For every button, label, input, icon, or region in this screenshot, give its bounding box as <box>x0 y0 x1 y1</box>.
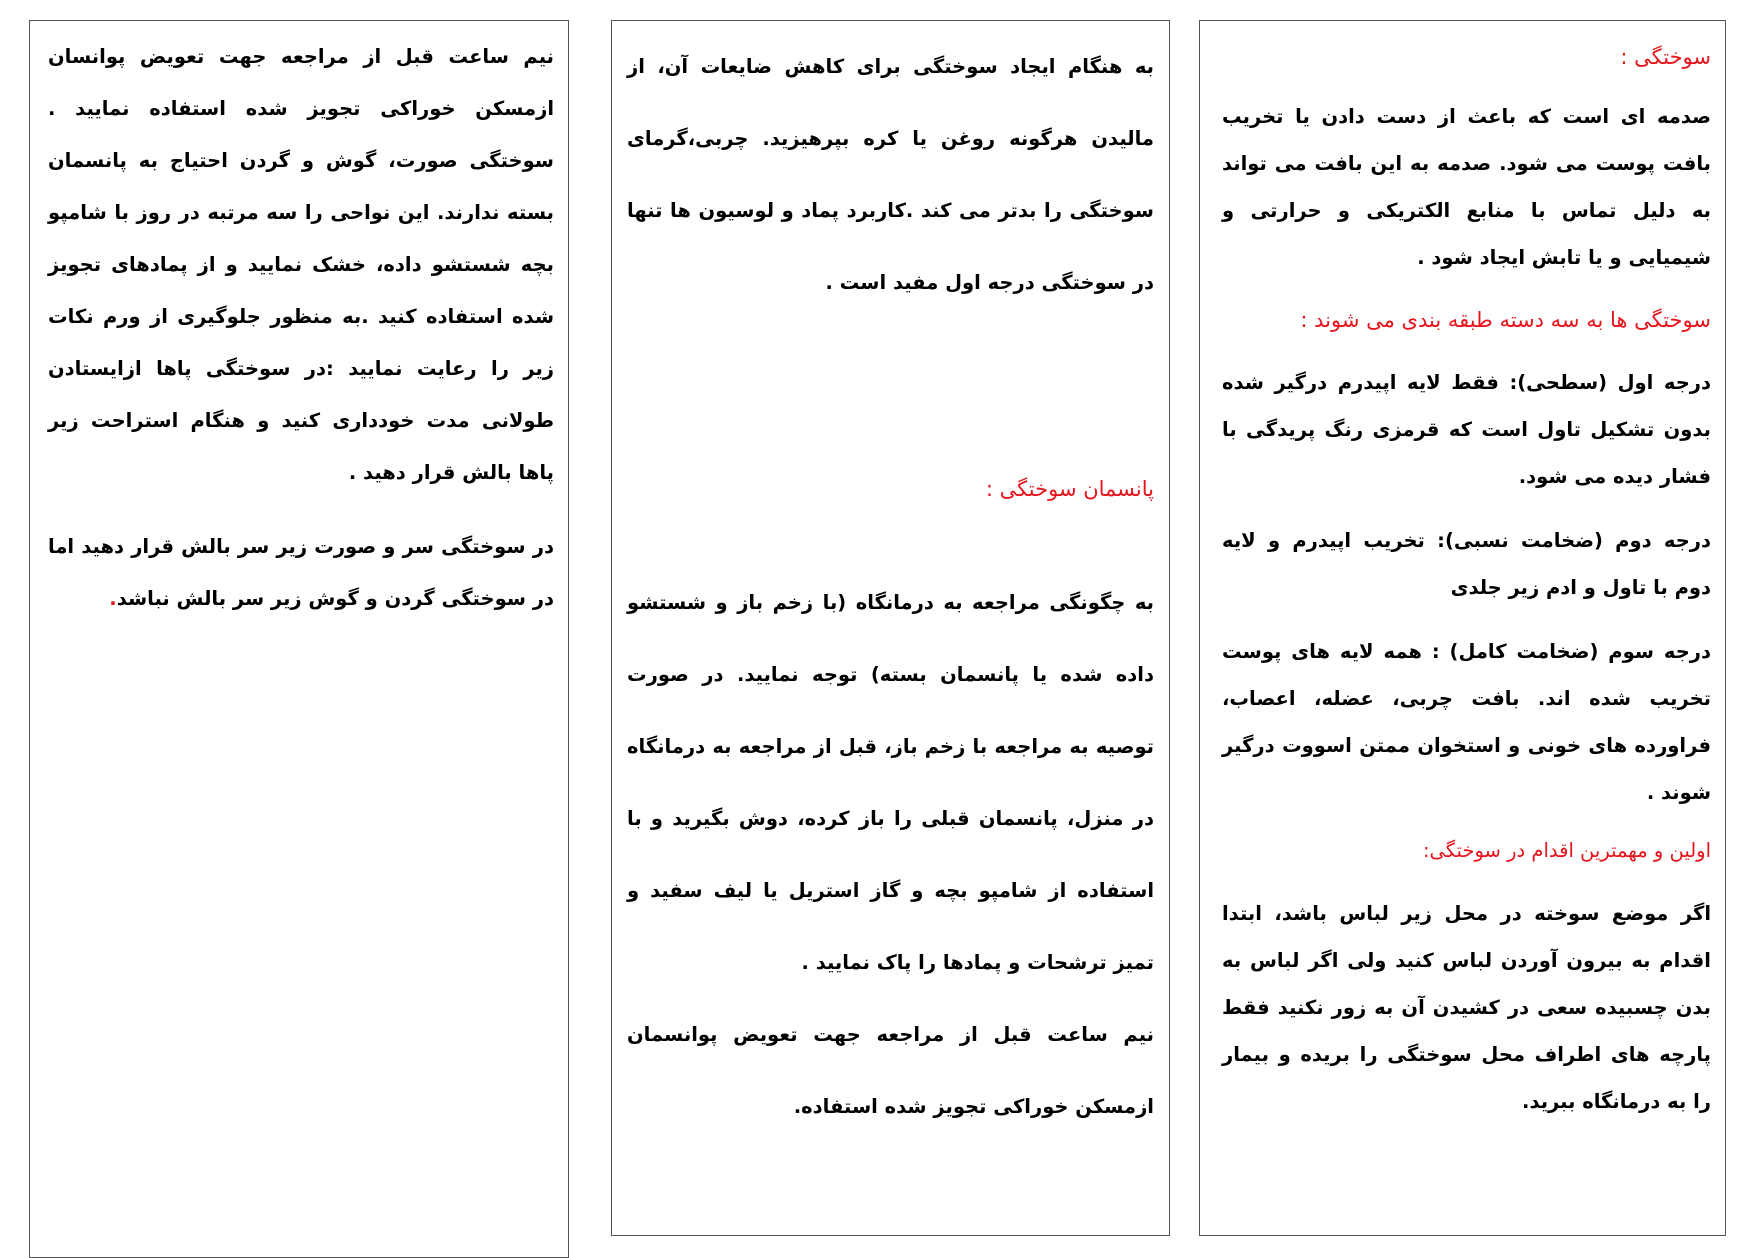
painkiller-text: نیم ساعت قبل از مراجعه جهت تعویض پوانسمان ازمسکن خوراکی تجویز شده استفاده. <box>627 1023 1154 1118</box>
heading-dressing: پانسمان سوختگی : <box>985 477 1154 501</box>
panel-right <box>1199 20 1726 1236</box>
first-action-text: اگر موضع سوخته در محل زیر لباس باشد، ابتدا اقدام به بیرون آوردن لباس کنید ولی اگر لباس به بدن چسبیده سعی در کشیدن آن به زور نکنید فقط پارچه های اطراف محل سوختگی را بریده و بیمار را به درمانگاه ببرید. <box>1222 902 1711 1113</box>
degree-second: درجه دوم (ضخامت نسبی): تخریب اپیدرم و لایه دوم با تاول و ادم زیر جلدی <box>1222 529 1711 599</box>
pillow-text: در سوختگی سر و صورت زیر سر بالش قرار دهید اما در سوختگی گردن و گوش زیر سر بالش نباشد <box>48 535 554 610</box>
degree-third: درجه سوم (ضخامت کامل) : همه لایه های پوست تخریب شده اند. بافت چربی، عضله، اعصاب، فراورده های خونی و استخوان ممتن اسووت درگیر شوند . <box>1222 640 1711 804</box>
pillow-end-mark: . <box>109 587 117 610</box>
panel-left <box>29 20 569 1258</box>
degree-first: درجه اول (سطحی): فقط لایه اپیدرم درگیر شده بدون تشکیل تاول است که قرمزی رنگ پریدگی با فشار دیده می شود. <box>1222 371 1711 488</box>
care-instructions: نیم ساعت قبل از مراجعه جهت تعویض پوانسان ازمسکن خوراکی تجویز شده استفاده نمایید . سوختگی صورت، گوش و گردن احتیاج به پانسمان بسته ندارند. این نواحی را سه مرتبه در روز با شامپو بچه شستشو داده، خشک نمایید و از پمادهای تجویز شده استفاده کنید .به منظور جلوگیری از ورم نکات زیر را رعایت نمایید :در سوختگی پاها ازایستادن طولانی مدت خودداری کنید و هنگام استراحت زیر پاها بالش قرار دهید . <box>48 45 554 484</box>
pillow-instructions <box>48 521 554 625</box>
panel-right-content <box>1200 21 1725 1125</box>
heading-burn: سوختگی : <box>1620 45 1711 69</box>
burn-definition: صدمه ای است که باعث از دست دادن یا تخریب بافت پوست می شود. صدمه به این بافت می تواند به دلیل تماس با منابع الکتریکی و حرارتی و شیمیایی و یا تابش ایجاد شود . <box>1222 105 1711 269</box>
panel-middle <box>611 20 1170 1236</box>
intro-text: به هنگام ایجاد سوختگی برای کاهش ضایعات آن، از مالیدن هرگونه روغن یا کره بپرهیزید. چربی،گرمای سوختگی را بدتر می کند .کاربرد پماد و لوسیون ها تنها در سوختگی درجه اول مفید است . <box>627 55 1154 294</box>
panel-left-content <box>30 21 568 625</box>
heading-first-action: اولین و مهمترین اقدام در سوختگی: <box>1422 839 1711 862</box>
heading-burn-categories: سوختگی ها به سه دسته طبقه بندی می شوند : <box>1300 308 1711 332</box>
dressing-text: به چگونگی مراجعه به درمانگاه (با زخم باز و شستشو داده شده یا پانسمان بسته) توجه نمایید. در صورت توصیه به مراجعه با زخم باز، قبل از مراجعه به درمانگاه در منزل، پانسمان قبلی را باز کرده، دوش بگیرید و با استفاده از شامپو بچه و گاز استریل یا لیف سفید و تمیز ترشحات و پمادها را پاک نمایید . <box>627 591 1154 974</box>
panel-middle-content <box>612 21 1169 1143</box>
